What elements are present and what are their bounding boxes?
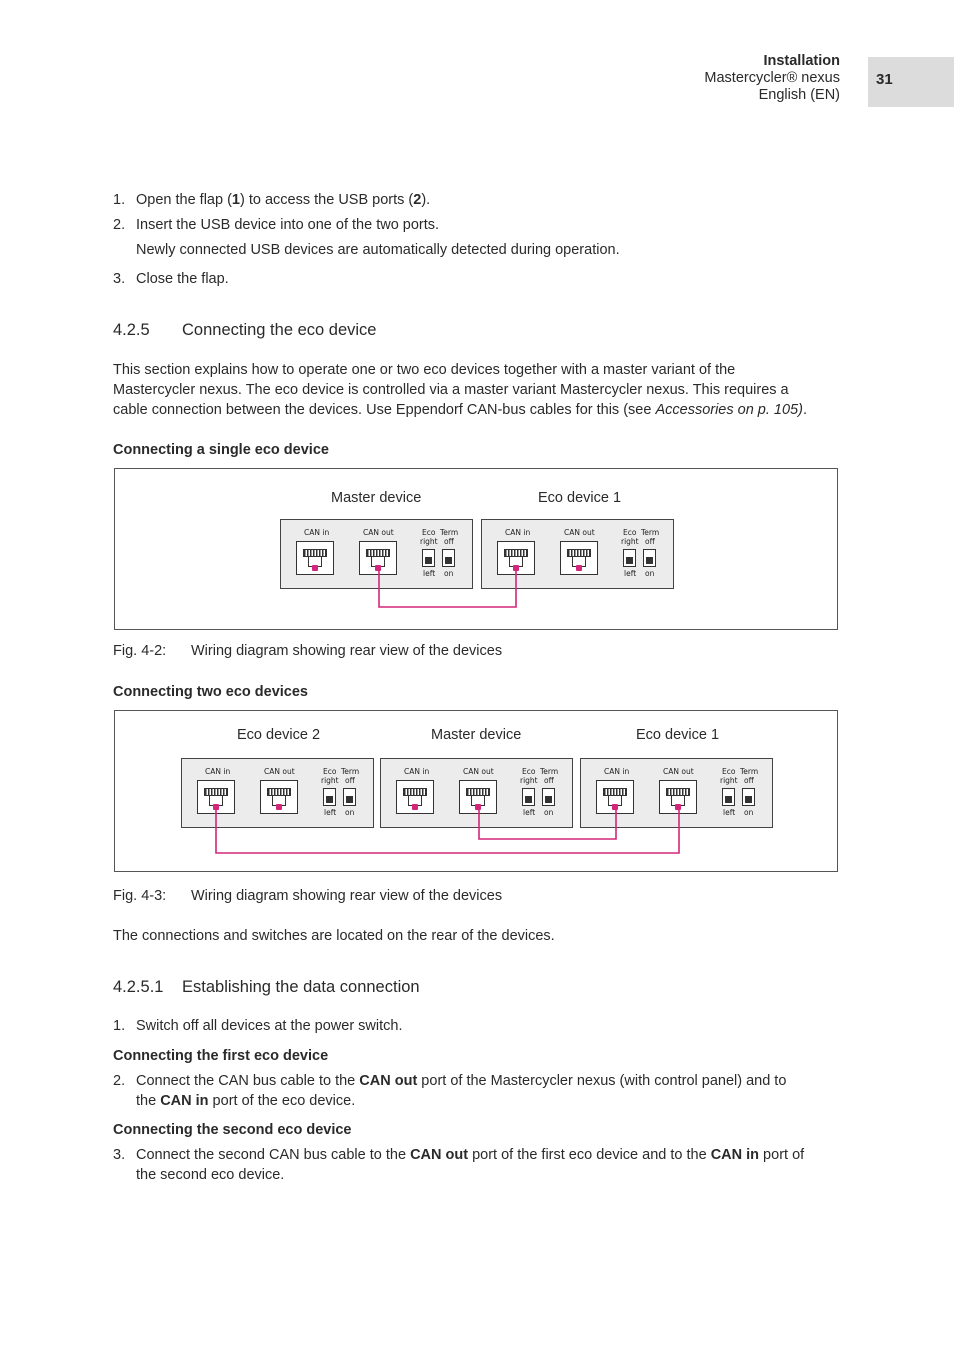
can-out-label: CAN out: [663, 767, 694, 776]
eco-left-label: left: [723, 808, 736, 817]
accessories-reference[interactable]: Accessories on p. 105): [655, 402, 803, 418]
header-language: English (EN): [758, 87, 840, 103]
step-text: Close the flap.: [136, 271, 229, 287]
term-label: Term: [641, 528, 660, 537]
can-out-label: CAN out: [264, 767, 295, 776]
can-cable: [379, 568, 516, 607]
eco-label: Eco: [522, 767, 536, 776]
term-off-label: off: [645, 537, 655, 546]
term-off-label: off: [345, 776, 355, 785]
term-label: Term: [341, 767, 360, 776]
section-heading-425: 4.2.5 Connecting the eco device: [113, 321, 377, 339]
can-out-label: CAN out: [363, 528, 394, 537]
device-label: Eco device 1: [538, 490, 622, 506]
figure-single-eco: [114, 468, 838, 630]
term-on-label: on: [645, 569, 655, 578]
step-number: 2.: [113, 217, 126, 233]
term-off-label: off: [744, 776, 754, 785]
section-heading-4251: 4.2.5.1 Establishing the data connection: [113, 978, 420, 996]
eco-label: Eco: [323, 767, 337, 776]
can-cable: [216, 807, 679, 853]
eco-label: Eco: [422, 528, 436, 537]
section-paragraph: This section explains how to operate one or two eco devices together with a master variant of the Mastercycler nexus. The eco device is controlled via a master variant Mastercycler nexus. This requires a cable connection between the devices. Use Eppendorf CAN-bus cables for this (see Accessories on p. 105).: [113, 362, 807, 418]
can-in-label: CAN in: [505, 528, 531, 537]
eco-left-label: left: [423, 569, 436, 578]
device-label: Master device: [331, 490, 422, 506]
header-section: Installation: [763, 53, 840, 69]
step-text: Open the flap (1) to access the USB ports (2).: [136, 192, 431, 208]
term-label: Term: [740, 767, 759, 776]
wiring-single: [115, 469, 839, 631]
can-out-label: CAN out: [564, 528, 595, 537]
wiring-two: [115, 711, 839, 873]
usb-step-note: Newly connected USB devices are automatically detected during operation.: [136, 242, 620, 258]
eco-right-label: right: [621, 537, 639, 546]
step-number: 1.: [113, 192, 126, 208]
figure-caption: Fig. 4-2: Wiring diagram showing rear view of the devices: [113, 643, 503, 659]
term-on-label: on: [544, 808, 554, 817]
device-label: Eco device 2: [237, 727, 321, 743]
term-off-label: off: [444, 537, 454, 546]
subheading-first-eco: Connecting the first eco device: [113, 1048, 329, 1064]
running-header: [704, 53, 840, 104]
can-in-label: CAN in: [604, 767, 630, 776]
figure-caption: Fig. 4-3: Wiring diagram showing rear view of the devices: [113, 888, 503, 904]
term-on-label: on: [744, 808, 754, 817]
figure-two-eco: [114, 710, 838, 872]
header-product: Mastercycler® nexus: [704, 70, 840, 86]
can-in-label: CAN in: [404, 767, 430, 776]
device-label: Eco device 1: [636, 727, 720, 743]
step-number: 3.: [113, 271, 126, 287]
can-out-label: CAN out: [463, 767, 494, 776]
term-label: Term: [440, 528, 459, 537]
eco-label: Eco: [722, 767, 736, 776]
rear-note: The connections and switches are located on the rear of the devices.: [113, 928, 555, 944]
eco-right-label: right: [720, 776, 738, 785]
eco-left-label: left: [324, 808, 337, 817]
term-off-label: off: [544, 776, 554, 785]
term-on-label: on: [345, 808, 355, 817]
eco-right-label: right: [321, 776, 339, 785]
eco-right-label: right: [520, 776, 538, 785]
can-in-label: CAN in: [304, 528, 330, 537]
term-on-label: on: [444, 569, 454, 578]
page-number: 31: [876, 71, 893, 88]
step-text: Insert the USB device into one of the two ports.: [136, 217, 440, 233]
eco-left-label: left: [624, 569, 637, 578]
term-label: Term: [540, 767, 559, 776]
can-cable: [479, 807, 616, 839]
subheading-single-eco: Connecting a single eco device: [113, 442, 329, 458]
can-in-label: CAN in: [205, 767, 231, 776]
eco-right-label: right: [420, 537, 438, 546]
subheading-second-eco: Connecting the second eco device: [113, 1122, 352, 1138]
subheading-two-eco: Connecting two eco devices: [113, 684, 308, 700]
eco-label: Eco: [623, 528, 637, 537]
eco-left-label: left: [523, 808, 536, 817]
device-label: Master device: [431, 727, 522, 743]
